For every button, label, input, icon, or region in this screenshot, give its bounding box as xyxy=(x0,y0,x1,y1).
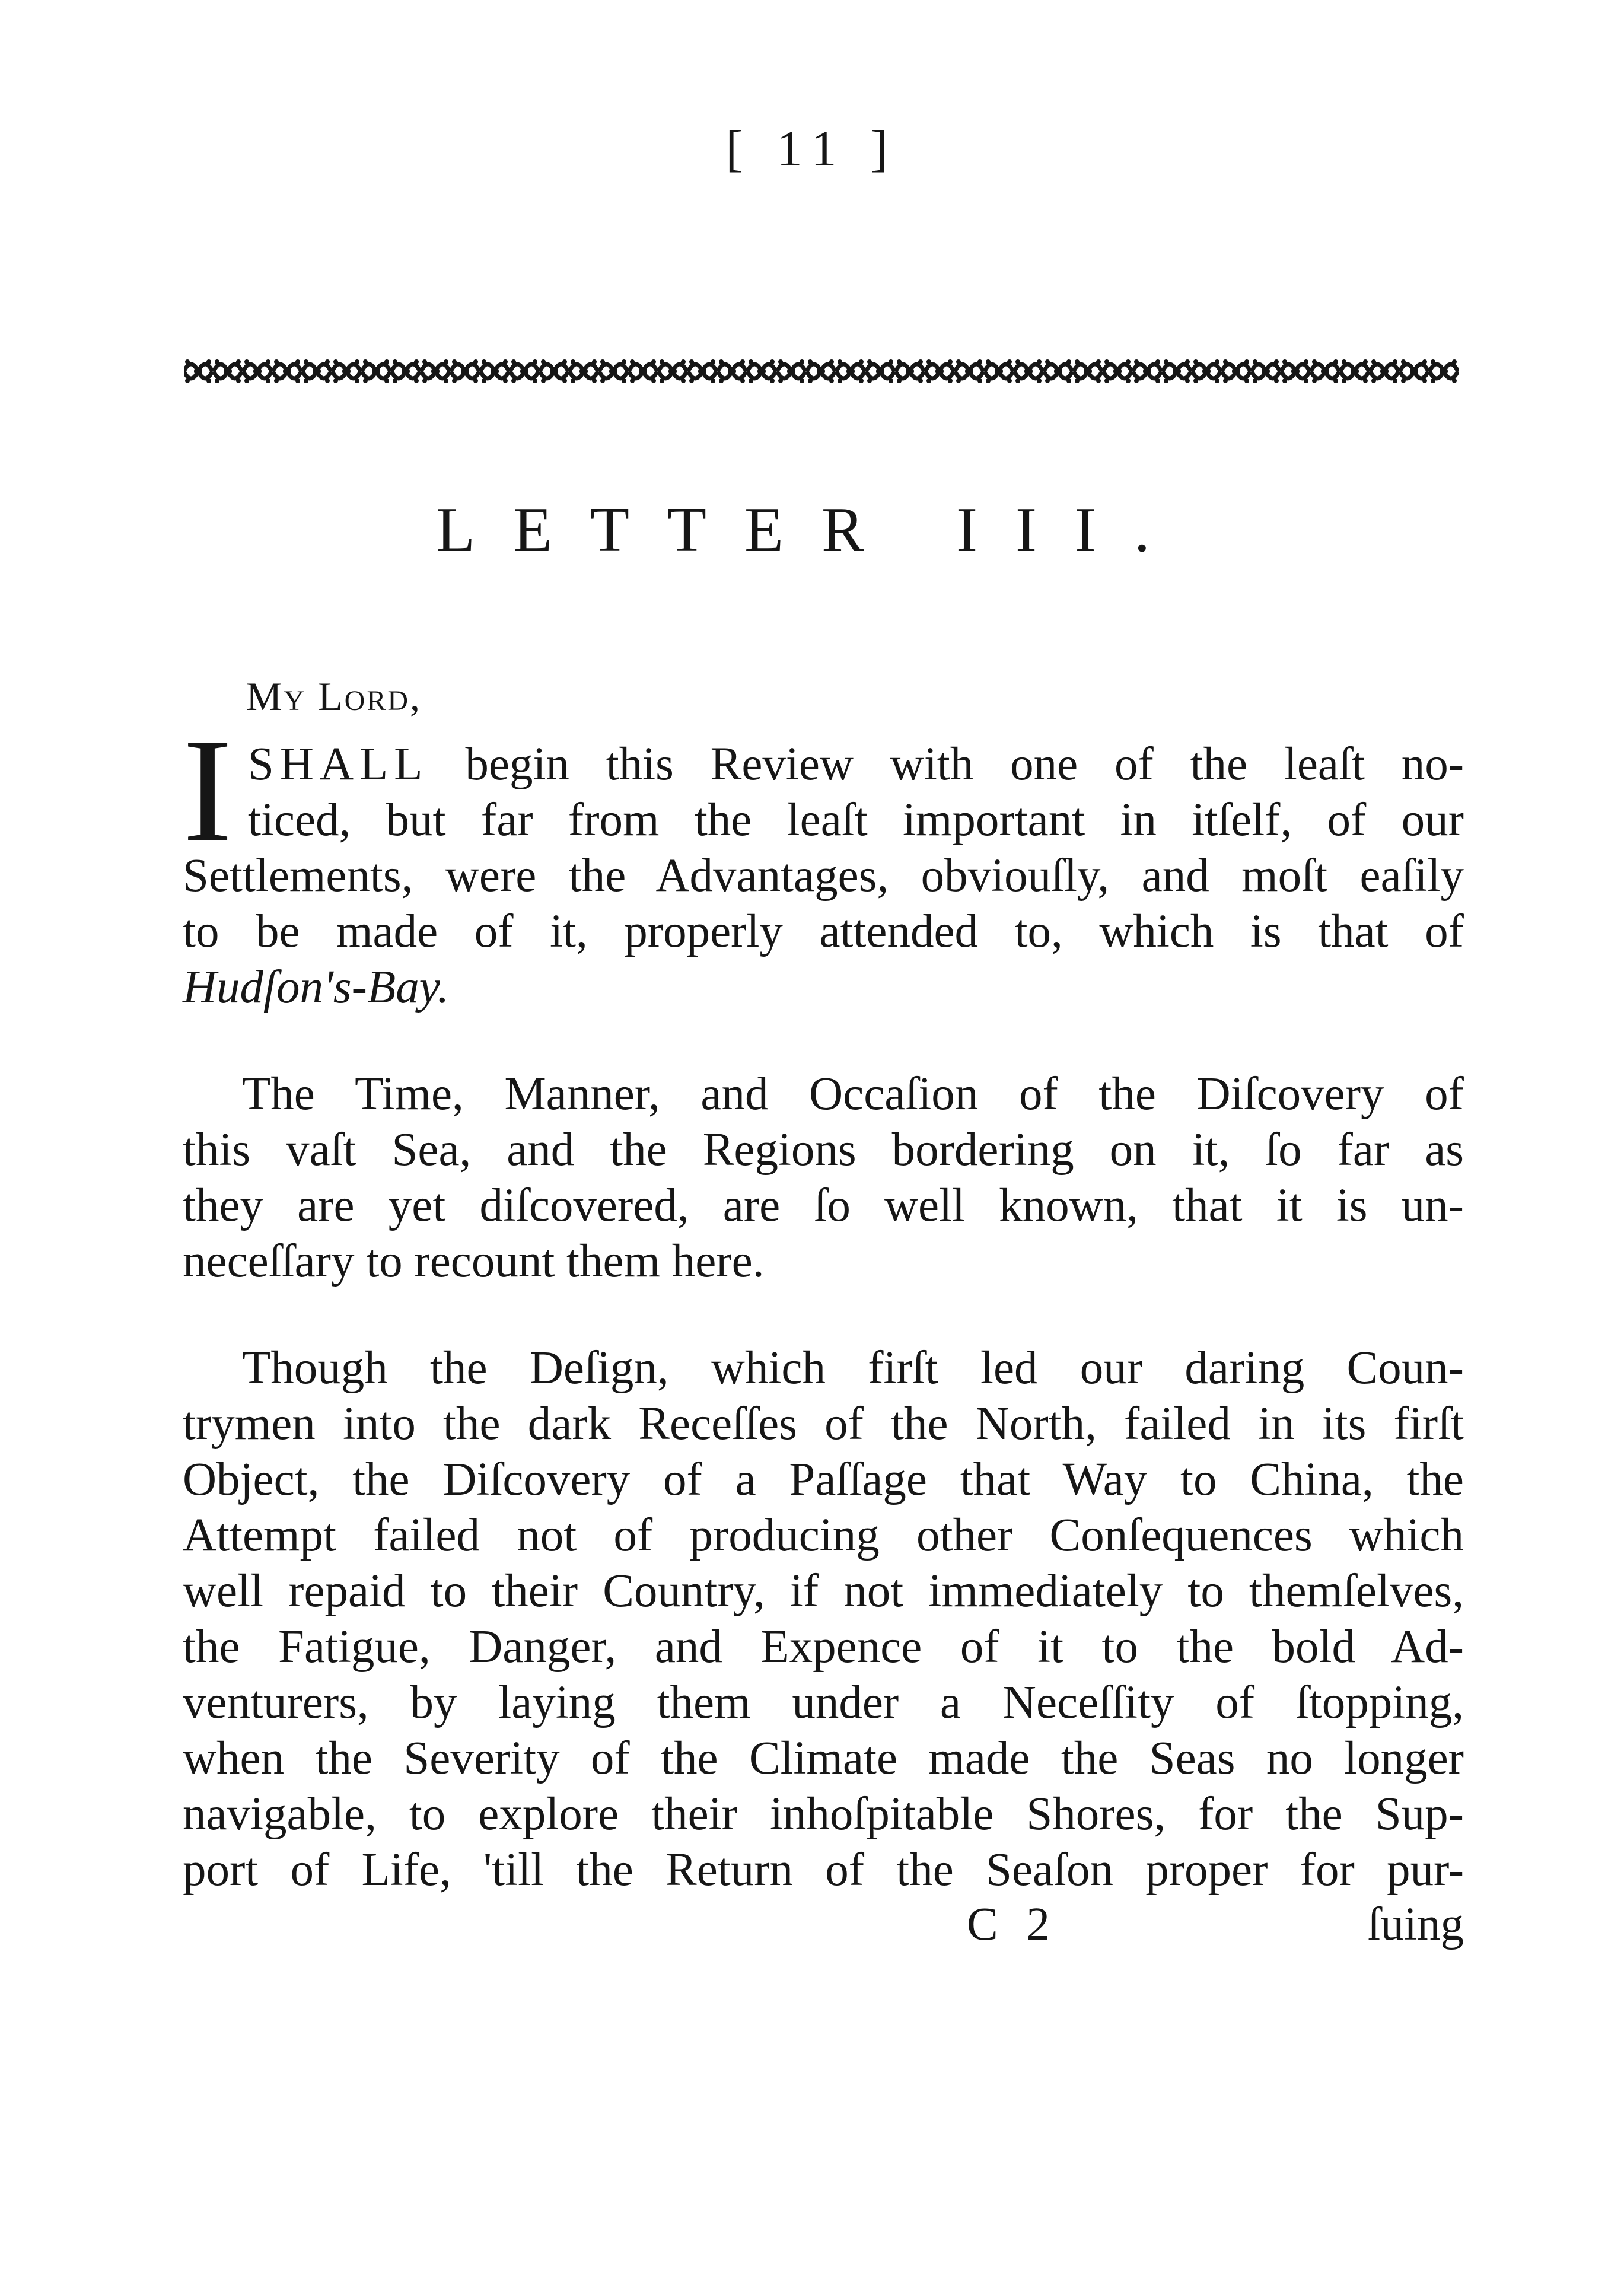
fleuron-icon xyxy=(1311,359,1339,383)
fleuron-icon xyxy=(688,359,717,383)
paragraph-2-line: The Time, Manner, and Occaſion of the Diſcovery of xyxy=(242,1068,1464,1120)
fleuron-icon xyxy=(184,359,212,383)
paragraph-1-line: Settlements, were the Advantages, obviouſly, and moſt eaſily xyxy=(183,850,1464,902)
paragraph-2-line: they are yet diſcovered, are ſo well known, that it is un- xyxy=(183,1180,1464,1231)
fleuron-icon xyxy=(302,359,331,383)
paragraph-3-line: trymen into the dark Receſſes of the North, failed in its firſt xyxy=(183,1398,1464,1450)
fleuron-icon xyxy=(1014,359,1043,383)
paragraph-3-line: well repaid to their Country, if not immediately to themſelves, xyxy=(183,1565,1464,1617)
fleuron-icon xyxy=(836,359,865,383)
letter-title: LETTER III. xyxy=(436,495,1188,565)
fleuron-icon xyxy=(1074,359,1102,383)
paragraph-1 xyxy=(183,737,1464,1015)
page-number-header: [ 11 ] xyxy=(725,120,899,177)
ornament-border xyxy=(184,355,1459,388)
paragraph-1-line: SHALL begin this Review with one of the leaſt no- xyxy=(248,738,1464,790)
fleuron-icon xyxy=(421,359,450,383)
paragraph-3-line: port of Life, 'till the Return of the Seaſon proper for pur- xyxy=(183,1844,1464,1896)
fleuron-icon xyxy=(451,359,479,383)
fleuron-icon xyxy=(1400,359,1428,383)
paragraph-2-line: this vaſt Sea, and the Regions bordering on it, ſo far as xyxy=(183,1124,1464,1176)
fleuron-icon xyxy=(866,359,894,383)
fleuron-icon xyxy=(1163,359,1191,383)
paragraph-3-line: Object, the Diſcovery of a Paſſage that Way to China, the xyxy=(183,1454,1464,1505)
fleuron-icon xyxy=(896,359,924,383)
fleuron-icon xyxy=(1252,359,1280,383)
fleuron-icon xyxy=(925,359,954,383)
paragraph-3 xyxy=(183,1341,1464,1898)
salutation: My Lord, xyxy=(246,674,422,719)
fleuron-icon xyxy=(807,359,835,383)
fleuron-icon xyxy=(243,359,272,383)
signature-mark: C 2 xyxy=(967,1899,1058,1950)
fleuron-icon xyxy=(985,359,1013,383)
paragraph-3-line: venturers, by laying them under a Neceſſity of ſtopping, xyxy=(183,1677,1464,1728)
fleuron-icon xyxy=(629,359,657,383)
paragraph-2-line: neceſſary to recount them here. xyxy=(183,1236,765,1287)
fleuron-icon xyxy=(1222,359,1250,383)
paragraph-3-line: when the Severity of the Climate made the Seas no longer xyxy=(183,1733,1464,1784)
fleuron-icon xyxy=(955,359,983,383)
fleuron-icon xyxy=(332,359,361,383)
fleuron-icon xyxy=(747,359,776,383)
fleuron-icon xyxy=(273,359,301,383)
fleuron-icon xyxy=(599,359,628,383)
page-footer xyxy=(183,1898,1464,1954)
fleuron-icon xyxy=(362,359,390,383)
drop-cap: I xyxy=(183,707,233,873)
fleuron-icon xyxy=(1429,359,1458,383)
paragraph-3-line: Though the Deſign, which firſt led our daring Coun- xyxy=(242,1342,1464,1394)
catchword: ſuing xyxy=(1367,1899,1464,1950)
paragraph-1-line: to be made of it, properly attended to, which is that of xyxy=(183,906,1464,957)
fleuron-icon xyxy=(1340,359,1369,383)
fleuron-icon xyxy=(214,359,242,383)
fleuron-icon xyxy=(1192,359,1221,383)
fleuron-icon xyxy=(777,359,805,383)
fleuron-icon xyxy=(480,359,509,383)
fleuron-icon xyxy=(658,359,687,383)
opening-word: SHALL xyxy=(248,738,429,790)
paragraph-2 xyxy=(183,1066,1464,1290)
fleuron-icon xyxy=(1281,359,1310,383)
fleuron-icon xyxy=(540,359,568,383)
fleuron-icon xyxy=(1133,359,1161,383)
paragraph-1-line: Hudſon's-Bay. xyxy=(183,961,450,1013)
fleuron-icon xyxy=(718,359,746,383)
fleuron-icon xyxy=(569,359,598,383)
paragraph-3-line: navigable, to explore their inhoſpitable Shores, for the Sup- xyxy=(183,1788,1464,1840)
fleuron-icon xyxy=(391,359,420,383)
fleuron-icon xyxy=(510,359,539,383)
paragraph-3-line: the Fatigue, Danger, and Expence of it to the bold Ad- xyxy=(183,1621,1464,1673)
paragraph-1-line: ticed, but far from the leaſt important in itſelf, of our xyxy=(248,794,1464,846)
fleuron-icon xyxy=(1103,359,1132,383)
paragraph-3-line: Attempt failed not of producing other Conſequences which xyxy=(183,1510,1464,1561)
fleuron-icon xyxy=(1370,359,1399,383)
fleuron-icon xyxy=(1044,359,1072,383)
